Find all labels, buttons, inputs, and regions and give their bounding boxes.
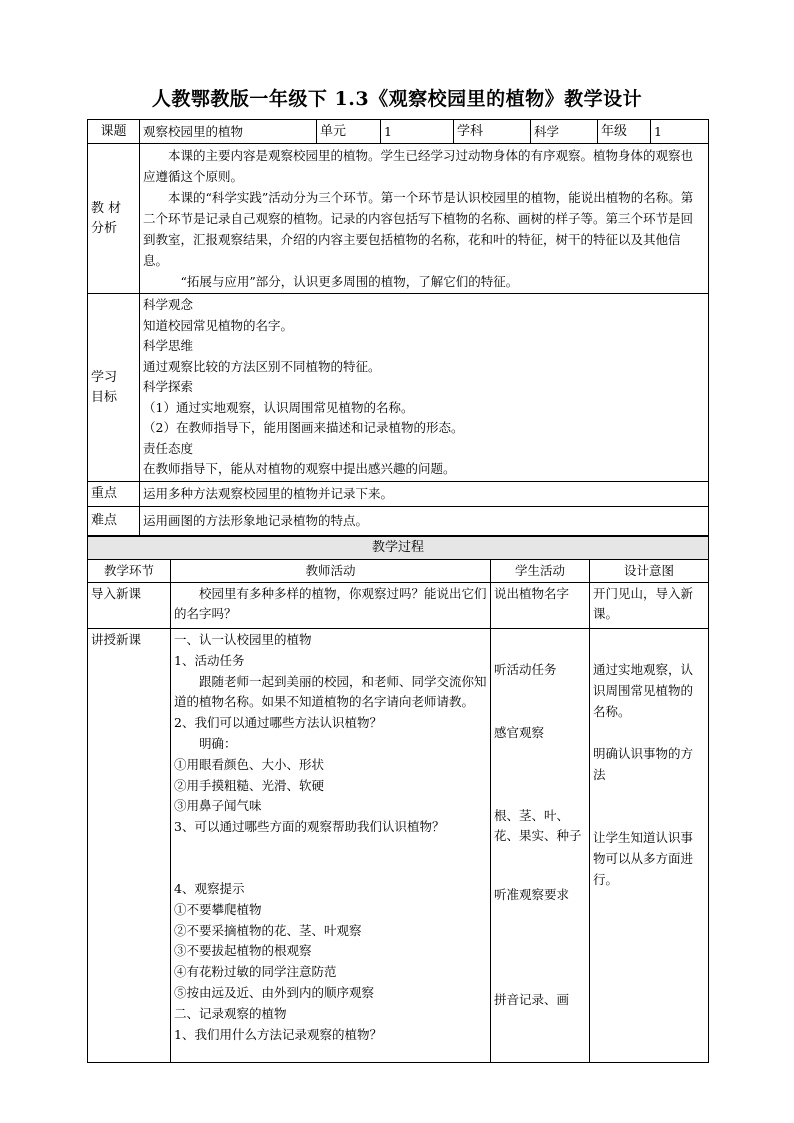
lecture-intent — [590, 629, 709, 1063]
goal-line: 责任态度 — [143, 440, 194, 456]
analysis-content — [140, 144, 709, 294]
tip-item: ③不要拔起植物的根观察 — [174, 943, 312, 959]
tip-item: ②不要采摘植物的花、茎、叶观察 — [174, 922, 362, 938]
question-record: 1、我们用什么方法记录观察的植物？ — [174, 1026, 382, 1042]
task-body: 跟随老师一起到美丽的校园，和老师、同学交流你知道的植物名称。如果不知道植物的名字请向老师请教。 — [174, 673, 487, 710]
analysis-label — [88, 144, 140, 294]
topic-label: 课题 — [88, 120, 140, 144]
spacer — [494, 681, 586, 723]
goals-content — [140, 294, 709, 482]
analysis-label-line1: 教 材 — [91, 200, 122, 216]
goal-line: 科学探索 — [143, 379, 194, 394]
goal-line: 在教师指导下，能从对植物的观察中提出感兴趣的问题。 — [143, 461, 456, 476]
student-activity: 根、茎、叶、花、果实、种子 — [494, 807, 582, 844]
intro-intent: 开门见山，导入新课。 — [590, 583, 709, 629]
clarify-label: 明确： — [199, 735, 237, 751]
spacer — [593, 786, 705, 828]
unit-value: 1 — [381, 120, 454, 144]
spacer — [494, 906, 586, 990]
student-activity: 拼音记录、画 — [494, 991, 570, 1007]
analysis-paragraph: 本课的主要内容是观察校园里的植物。学生已经学习过动物身体的有序观察。植物身体的观察也应遵循这个原则。 — [143, 148, 694, 184]
goal-line: 科学观念 — [143, 297, 194, 312]
student-activity: 听准观察要求 — [494, 887, 570, 903]
analysis-paragraph: 本课的“科学实践”活动分为三个环节。第一个环节是认识校园里的植物，能说出植物的名称。第二个环节是记录自己观察的植物。记录的内容包括写下植物的名称、画树的样子等。第三个环节是回到教室，汇报观察结果，介绍的内容主要包括植物的名称，花和叶的特征，树干的特征以及其他信息。 — [143, 190, 694, 268]
spacer — [174, 838, 487, 879]
difficulty-text: 运用画图的方法形象地记录植物的特点。 — [140, 507, 709, 536]
design-intent: 明确认识事物的方法 — [593, 746, 694, 783]
goal-line: 知道校园常见植物的名字。 — [143, 317, 294, 333]
design-intent: 通过实地观察，认识周围常见植物的名称。 — [593, 662, 694, 719]
lecture-teacher — [171, 629, 491, 1063]
lecture-stage: 讲授新课 — [88, 629, 171, 1063]
task-heading: 1、活动任务 — [174, 652, 245, 668]
student-activity: 感官观察 — [494, 724, 545, 740]
key-point-text: 运用多种方法观察校园里的植物并记录下来。 — [140, 482, 709, 507]
design-intent: 让学生知道认识事物可以从多方面进行。 — [593, 829, 694, 887]
section-heading: 一、认一认校园里的植物 — [174, 632, 312, 647]
spacer — [593, 722, 705, 744]
key-point-label: 重点 — [88, 482, 140, 507]
goal-line: 科学思维 — [143, 338, 194, 353]
spacer — [494, 847, 586, 885]
question-methods: 2、我们可以通过哪些方法认识植物？ — [174, 715, 382, 731]
unit-label: 单元 — [317, 120, 381, 144]
goals-label-line2: 目标 — [91, 389, 118, 405]
grade-value: 1 — [651, 120, 709, 144]
topic-value: 观察校园里的植物 — [140, 120, 317, 144]
lesson-info-table — [87, 119, 709, 536]
subject-label: 学科 — [454, 120, 531, 144]
analysis-label-line2: 分析 — [91, 220, 118, 236]
header-student: 学生活动 — [491, 560, 590, 583]
intro-student: 说出植物名字 — [491, 583, 590, 629]
goal-line: （1）通过实地观察，认识周围常见植物的名称。 — [143, 399, 414, 415]
header-intent: 设计意图 — [590, 560, 709, 583]
teaching-process-table — [87, 536, 709, 1063]
difficulty-label: 难点 — [88, 507, 140, 536]
goal-line: （2）在教师指导下，能用图画来描述和记录植物的形态。 — [143, 420, 464, 435]
question-aspects: 3、可以通过哪些方面的观察帮助我们认识植物？ — [174, 819, 445, 835]
intro-teacher: 校园里有多种多样的植物，你观察过吗？能说出它们的名字吗？ — [171, 583, 491, 629]
method-item: ②用手摸粗糙、光滑、软硬 — [174, 777, 325, 793]
document-title: 人教鄂教版一年级下 1.3《观察校园里的植物》教学设计 — [151, 88, 643, 110]
intro-stage: 导入新课 — [88, 583, 171, 629]
goals-label — [88, 294, 140, 482]
section-heading: 二、记录观察的植物 — [174, 1005, 287, 1021]
header-stage: 教学环节 — [88, 560, 171, 583]
process-band: 教学过程 — [88, 537, 709, 560]
goal-line: 通过观察比较的方法区别不同植物的特征。 — [143, 358, 381, 374]
tip-item: ①不要攀爬植物 — [174, 901, 262, 917]
header-teacher: 教师活动 — [171, 560, 491, 583]
spacer — [593, 630, 705, 660]
spacer — [494, 744, 586, 806]
analysis-paragraph: “拓展与应用”部分，认识更多周围的植物，了解它们的特征。 — [180, 274, 519, 289]
subject-value: 科学 — [531, 120, 598, 144]
tip-item: ④有花粉过敏的同学注意防范 — [174, 964, 337, 980]
goals-label-line1: 学习 — [91, 369, 118, 385]
student-activity: 听活动任务 — [494, 662, 557, 677]
tips-heading: 4、观察提示 — [174, 880, 245, 896]
spacer — [494, 630, 586, 660]
method-item: ①用眼看颜色、大小、形状 — [174, 756, 325, 772]
method-item: ③用鼻子闻气味 — [174, 798, 262, 814]
grade-label: 年级 — [598, 120, 651, 144]
lecture-student — [491, 629, 590, 1063]
tip-item: ⑤按由远及近、由外到内的顺序观察 — [174, 984, 375, 1000]
